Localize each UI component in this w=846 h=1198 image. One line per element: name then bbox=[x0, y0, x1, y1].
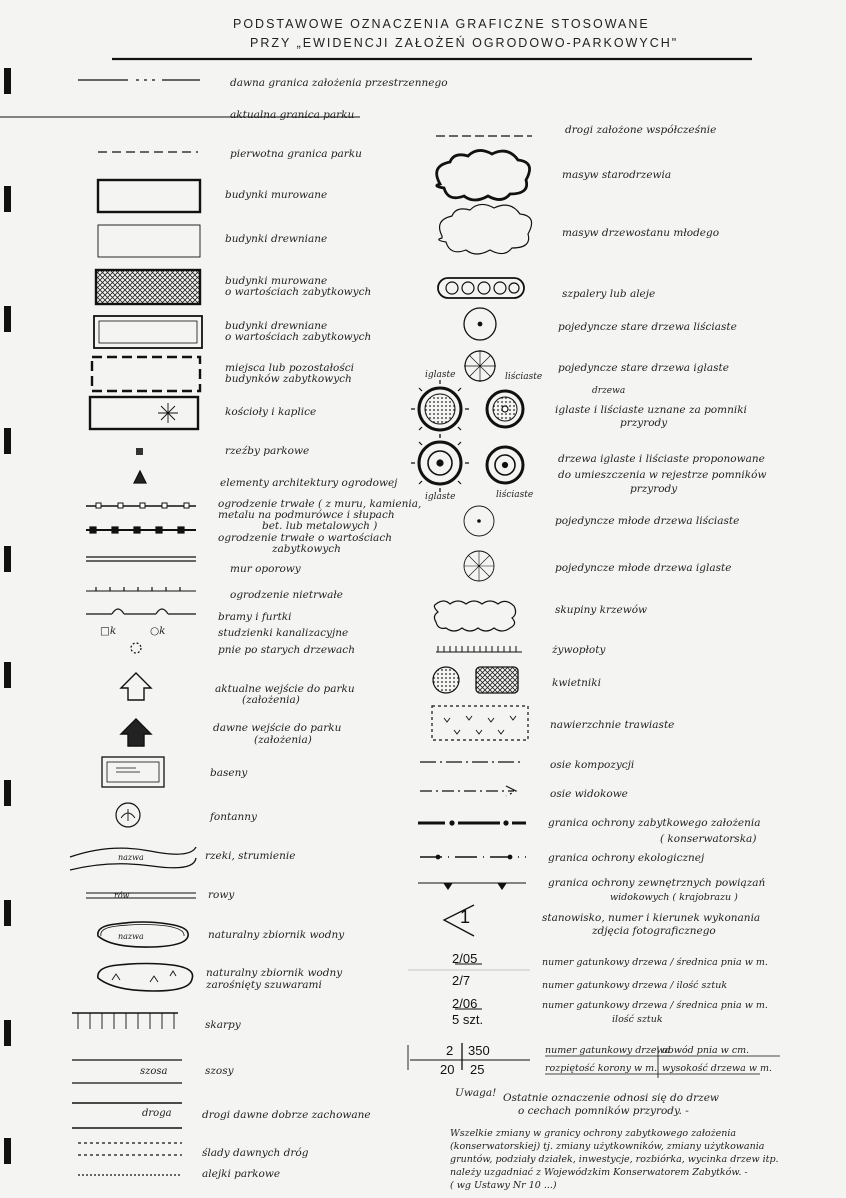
legend-label-left: rzeki, strumienie bbox=[205, 850, 296, 862]
legend-label-right: masyw starodrzewia bbox=[562, 169, 672, 181]
legend-label-left: ogrodzenie trwałe ( z muru, kamienia, bbox=[218, 498, 422, 510]
footnote-text: należy uzgadniać z Wojewódzkim Konserwatorem Zabytków. - bbox=[450, 1167, 748, 1178]
legend-label-right: drogi założone współcześnie bbox=[565, 124, 717, 136]
legend-label-left: szosy bbox=[205, 1065, 234, 1077]
tree-number-3-bottom: 5 szt. bbox=[452, 1012, 484, 1027]
legend-label-right: zdjęcia fotograficznego bbox=[592, 925, 716, 937]
legend-label-left: elementy architektury ogrodowej bbox=[220, 477, 398, 489]
river-name-label: nazwa bbox=[118, 853, 144, 862]
footnote-text: ( wg Ustawy Nr 10 ...) bbox=[450, 1180, 557, 1191]
legend-label-right: wysokość drzewa w m. bbox=[662, 1063, 773, 1074]
legend-label-left: metalu na podmurówce i słupach bbox=[218, 509, 395, 521]
legend-label-left: budynków zabytkowych bbox=[225, 373, 352, 385]
legend-label-left: miejsca lub pozostałości bbox=[225, 362, 354, 374]
legend-label-right: pojedyncze stare drzewa iglaste bbox=[558, 362, 729, 374]
photo-number: 1 bbox=[460, 907, 471, 927]
legend-label-left: budynki drewniane bbox=[225, 233, 328, 245]
legend-label-right: szpalery lub aleje bbox=[562, 288, 656, 300]
legend-label-right: nawierzchnie trawiaste bbox=[550, 719, 675, 731]
well-label: □k bbox=[100, 625, 117, 637]
legend-label-left: budynki murowane bbox=[225, 189, 328, 201]
tree-number-3-top: 2/06 bbox=[452, 996, 478, 1011]
legend-label-left: (założenia) bbox=[242, 694, 300, 706]
legend-label-left: o wartościach zabytkowych bbox=[225, 286, 372, 298]
legend-label-right: masyw drzewostanu młodego bbox=[562, 227, 720, 239]
legend-label-right: numer gatunkowy drzewa bbox=[545, 1045, 671, 1056]
legend-label-left: budynki murowane bbox=[225, 275, 328, 287]
legend-label-right: numer gatunkowy drzewa / średnica pnia w m. bbox=[542, 957, 768, 968]
legend-label-left: aktualna granica parku bbox=[230, 109, 355, 121]
legend-label-right: granica ochrony zabytkowego założenia bbox=[548, 817, 761, 829]
legend-label-left: zabytkowych bbox=[272, 543, 341, 555]
note-text: Ostatnie oznaczenie odnosi się do drzew bbox=[503, 1092, 719, 1104]
legend-label-left: ogrodzenie nietrwałe bbox=[230, 589, 343, 601]
legend-label-left: rowy bbox=[208, 889, 235, 901]
legend-label-right: skupiny krzewów bbox=[555, 604, 648, 616]
legend-label-left: drogi dawne dobrze zachowane bbox=[202, 1109, 371, 1121]
legend-label-left: budynki drewniane bbox=[225, 320, 328, 332]
legend-label-left: skarpy bbox=[205, 1019, 241, 1031]
legend-label-left: ogrodzenie trwałe o wartościach bbox=[218, 532, 392, 544]
legend-label-left: naturalny zbiornik wodny bbox=[208, 929, 345, 941]
legend-label-left: pnie po starych drzewach bbox=[218, 644, 355, 656]
legend-label-left: bet. lub metalowych ) bbox=[262, 520, 378, 532]
footnote-text: (konserwatorskiej) tj. zmiany użytkowników, zmiany użytkowania bbox=[450, 1141, 765, 1152]
tree-number-4-br: 25 bbox=[470, 1062, 485, 1077]
legend-label-right: ( konserwatorska) bbox=[660, 833, 757, 845]
legend-label-left: zarośnięty szuwarami bbox=[206, 979, 322, 991]
legend-label-left: o wartościach zabytkowych bbox=[225, 331, 372, 343]
lisciaste-label: liściaste bbox=[496, 490, 534, 500]
iglaste-label: iglaste bbox=[425, 492, 456, 502]
legend-label-right: rozpiętość korony w m. bbox=[545, 1063, 658, 1074]
tree-number-1: 2/05 bbox=[452, 951, 478, 966]
legend-label-left: aktualne wejście do parku bbox=[215, 683, 355, 695]
tree-number-4-tr: 350 bbox=[468, 1043, 490, 1058]
pond-name-label: nazwa bbox=[118, 932, 144, 941]
legend-label-left: dawna granica założenia przestrzennego bbox=[230, 77, 448, 89]
legend-label-left: naturalny zbiornik wodny bbox=[206, 967, 343, 979]
legend-label-left: studzienki kanalizacyjne bbox=[218, 627, 349, 639]
legend-label-right: granica ochrony zewnętrznych powiązań bbox=[548, 877, 766, 889]
iglaste-label: iglaste bbox=[425, 370, 456, 380]
legend-label-right: widokowych ( krajobrazu ) bbox=[610, 892, 738, 903]
road-label: szosa bbox=[140, 1066, 168, 1077]
header-line1: PODSTAWOWE OZNACZENIA GRAFICZNE STOSOWANE bbox=[233, 17, 650, 31]
note-text: o cechach pomników przyrody. - bbox=[518, 1105, 689, 1117]
legend-label-right: pojedyncze młode drzewa liściaste bbox=[555, 515, 740, 527]
tree-number-2: 2/7 bbox=[452, 973, 471, 988]
legend-label-right: przyrody bbox=[620, 417, 668, 429]
legend-label-right: pojedyncze młode drzewa iglaste bbox=[555, 562, 732, 574]
header-line2: PRZY „EWIDENCJI ZAŁOŻEŃ OGRODOWO-PARKOWYCH" bbox=[250, 36, 679, 50]
legend-label-left: rzeźby parkowe bbox=[225, 445, 310, 457]
legend-label-right: żywopłoty bbox=[552, 644, 606, 656]
legend-label-right: kwietniki bbox=[552, 677, 601, 689]
legend-label-left: mur oporowy bbox=[230, 563, 301, 575]
legend-label-right: obwód pnia w cm. bbox=[662, 1045, 750, 1056]
legend-label-right: osie kompozycji bbox=[550, 759, 635, 771]
tree-number-4-tl: 2 bbox=[446, 1043, 454, 1058]
footnote-text: gruntów, podziały działek, inwestycje, rozbiórka, wycinka drzew itp. bbox=[450, 1154, 779, 1165]
legend-label-right: do umieszczenia w rejestrze pomników bbox=[558, 469, 767, 481]
legend-label-right: pojedyncze stare drzewa liściaste bbox=[558, 321, 737, 333]
legend-label-left: fontanny bbox=[210, 811, 257, 823]
legend-label-left: (założenia) bbox=[254, 734, 312, 746]
note-title: Uwaga! bbox=[455, 1087, 497, 1099]
legend-label-right: drzewa bbox=[592, 386, 626, 396]
legend-label-right: przyrody bbox=[630, 483, 678, 495]
old-road-label: droga bbox=[142, 1108, 172, 1119]
legend-label-right: stanowisko, numer i kierunek wykonania bbox=[542, 912, 761, 924]
legend-label-left: alejki parkowe bbox=[202, 1168, 281, 1180]
tree-number-4-bl: 20 bbox=[440, 1062, 455, 1077]
legend-label-right: granica ochrony ekologicznej bbox=[548, 852, 705, 864]
legend-label-right: ilość sztuk bbox=[612, 1014, 663, 1025]
ditch-label: rów bbox=[114, 891, 130, 900]
legend-label-right: drzewa iglaste i liściaste proponowane bbox=[558, 453, 765, 465]
legend-label-left: kościoły i kaplice bbox=[225, 406, 317, 418]
legend-label-left: baseny bbox=[210, 767, 248, 779]
legend-label-left: pierwotna granica parku bbox=[230, 148, 362, 160]
legend-label-right: numer gatunkowy drzewa / średnica pnia w m. bbox=[542, 1000, 768, 1011]
legend-label-right: numer gatunkowy drzewa / ilość sztuk bbox=[542, 980, 728, 991]
legend-label-left: ślady dawnych dróg bbox=[202, 1147, 309, 1159]
legend-label-right: iglaste i liściaste uznane za pomniki bbox=[555, 404, 747, 416]
footnote-text: Wszelkie zmiany w granicy ochrony zabytkowego założenia bbox=[450, 1128, 737, 1139]
legend-label-right: osie widokowe bbox=[550, 788, 628, 800]
well-label: ○k bbox=[150, 625, 166, 637]
legend-label-left: bramy i furtki bbox=[218, 611, 292, 623]
legend-label-left: dawne wejście do parku bbox=[213, 722, 342, 734]
lisciaste-label: liściaste bbox=[505, 372, 543, 382]
